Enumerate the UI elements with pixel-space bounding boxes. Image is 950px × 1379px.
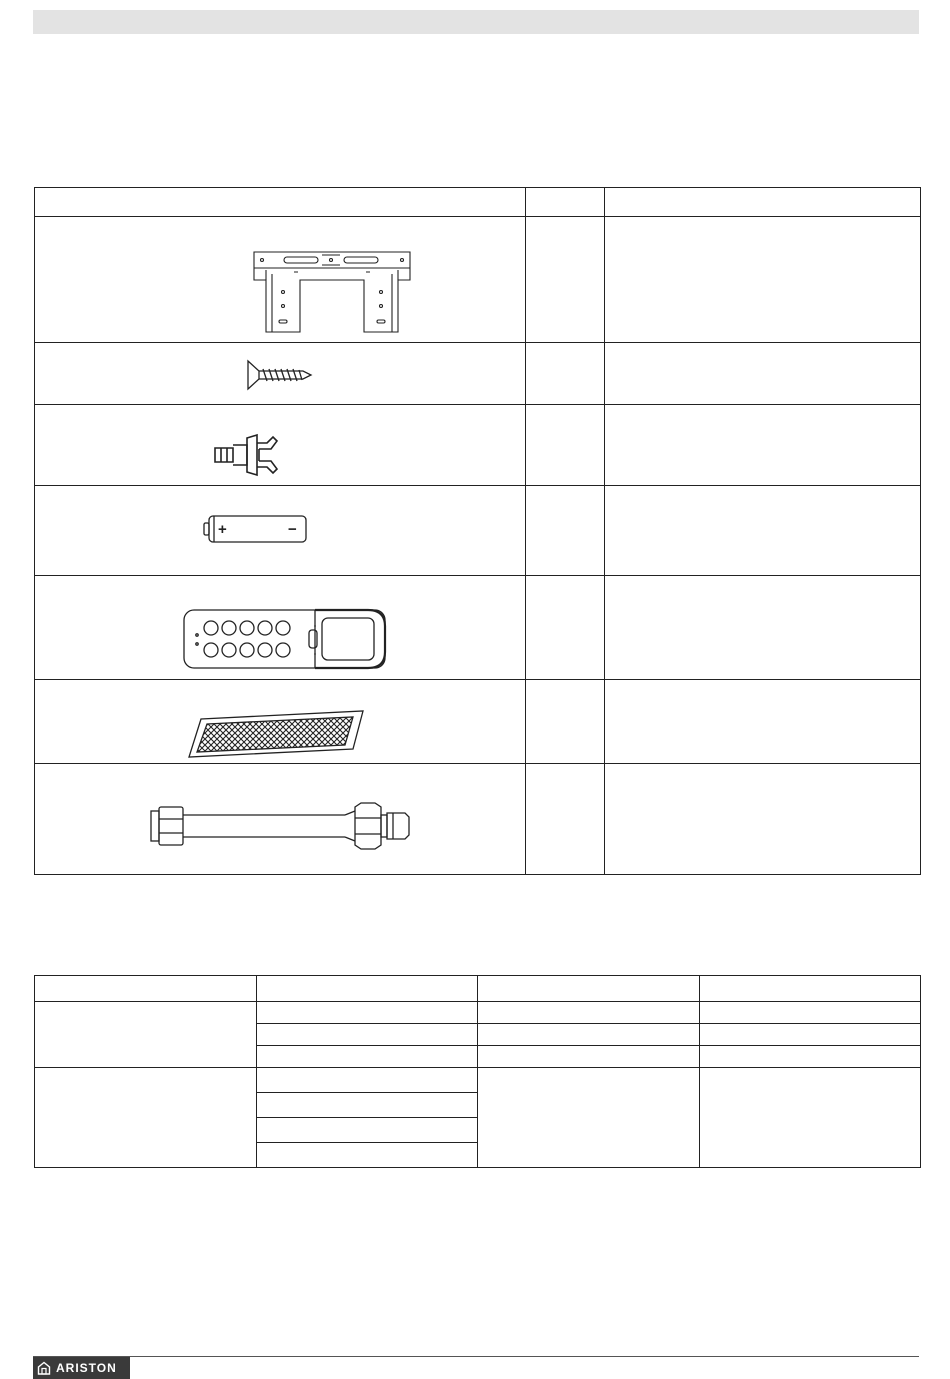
- accessory-illustration-cell: [35, 343, 526, 405]
- table-row: [35, 405, 921, 486]
- description-cell: [605, 764, 921, 875]
- accessory-illustration-cell: [35, 486, 526, 576]
- description-cell: [605, 486, 921, 576]
- group-cell: [35, 1068, 257, 1168]
- table-cell: [699, 1002, 921, 1024]
- table-cell: [699, 1046, 921, 1068]
- accessory-illustration-cell: [35, 217, 526, 343]
- description-cell: [605, 405, 921, 486]
- air-filter-icon: [187, 709, 365, 759]
- table-row: [35, 217, 921, 343]
- table-row: [35, 680, 921, 764]
- quantity-cell: [526, 405, 605, 486]
- mounting-plate-icon: [248, 244, 416, 336]
- header-bar: [33, 10, 919, 34]
- drain-joint-icon: [211, 433, 306, 477]
- connecting-pipe-icon: [149, 801, 412, 853]
- table-row: [35, 576, 921, 680]
- accessory-illustration-cell: [35, 405, 526, 486]
- header-cell: [256, 976, 478, 1002]
- quantity-cell: [526, 576, 605, 680]
- group-cell: [35, 1002, 257, 1068]
- table-row: [35, 764, 921, 875]
- description-cell: [605, 680, 921, 764]
- pipe-spec-table: [34, 975, 921, 1168]
- header-cell-quantity: [526, 188, 605, 217]
- table-cell: [256, 1024, 478, 1046]
- quantity-cell: [526, 486, 605, 576]
- table-row: [35, 1002, 921, 1024]
- table-cell: [256, 1143, 478, 1168]
- header-cell-accessory: [35, 188, 526, 217]
- table-cell: [478, 1024, 700, 1046]
- accessories-table: [34, 187, 921, 875]
- header-cell: [699, 976, 921, 1002]
- table-header-row: [35, 976, 921, 1002]
- footer-divider: [33, 1356, 919, 1357]
- table-row: [35, 343, 921, 405]
- quantity-cell: [526, 343, 605, 405]
- table-header-row: [35, 188, 921, 217]
- table-cell: [256, 1093, 478, 1118]
- remote-control-icon: [182, 608, 387, 670]
- screw-icon: [245, 359, 315, 391]
- table-cell: [478, 1046, 700, 1068]
- table-cell: [478, 1002, 700, 1024]
- quantity-cell: [526, 217, 605, 343]
- accessory-illustration-cell: [35, 576, 526, 680]
- battery-icon: [202, 514, 308, 544]
- header-cell: [35, 976, 257, 1002]
- table-cell: [699, 1024, 921, 1046]
- table-cell: [256, 1118, 478, 1143]
- brand-logo: [33, 1357, 130, 1379]
- table-row: [35, 1068, 921, 1093]
- house-icon: [37, 1361, 51, 1375]
- accessory-illustration-cell: [35, 680, 526, 764]
- description-cell: [605, 217, 921, 343]
- brand-name: ARISTON: [56, 1361, 117, 1375]
- merged-cell: [699, 1068, 921, 1168]
- description-cell: [605, 343, 921, 405]
- table-cell: [256, 1002, 478, 1024]
- header-cell-description: [605, 188, 921, 217]
- description-cell: [605, 576, 921, 680]
- accessory-illustration-cell: [35, 764, 526, 875]
- battery-plus-symbol: +: [218, 521, 227, 538]
- table-cell: [256, 1068, 478, 1093]
- battery-minus-symbol: −: [288, 521, 297, 538]
- table-cell: [256, 1046, 478, 1068]
- table-row: [35, 486, 921, 576]
- quantity-cell: [526, 680, 605, 764]
- merged-cell: [478, 1068, 700, 1168]
- quantity-cell: [526, 764, 605, 875]
- header-cell: [478, 976, 700, 1002]
